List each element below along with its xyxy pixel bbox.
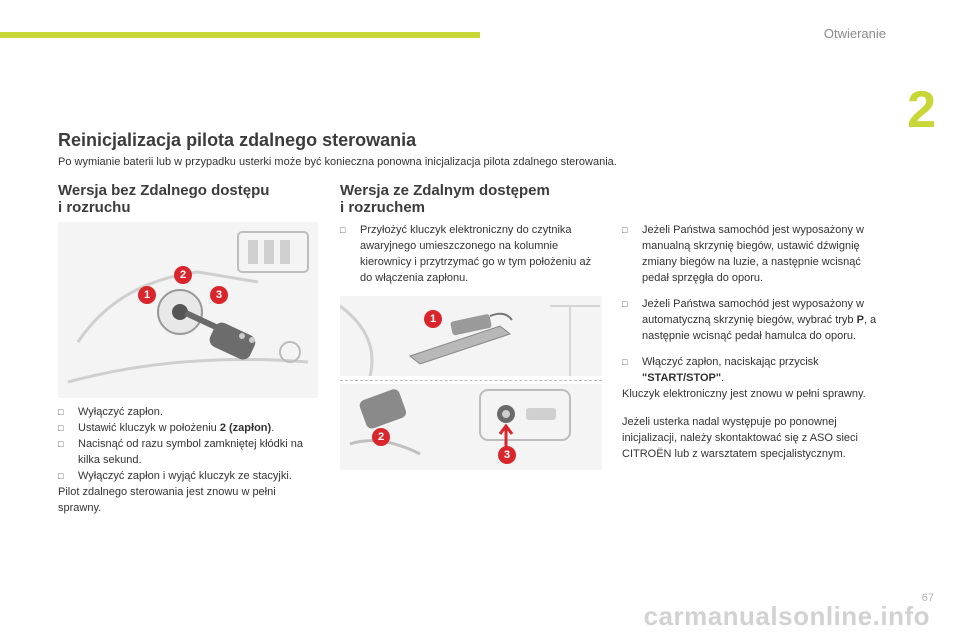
middle-step-1: □ Przyłożyć kluczyk elektroniczny do czytnika awaryjnego umieszczonego na kolumnie kierownicy i przytrzymać go w tym położeniu aż do włączenia zapłonu. <box>340 224 592 284</box>
checkbox-bullet-icon: □ <box>58 423 64 433</box>
checkbox-bullet-icon: □ <box>58 439 64 449</box>
middle-heading: Wersja ze Zdalnym dostępem i rozruchem <box>340 182 550 216</box>
checkbox-bullet-icon: □ <box>58 407 64 417</box>
checkbox-bullet-icon: □ <box>622 225 628 235</box>
left-step-3: □ Nacisnąć od razu symbol zamkniętej kłódki na kilka sekund. <box>58 438 303 466</box>
left-steps <box>58 404 320 516</box>
figure-steering-column-reader <box>340 296 602 376</box>
left-step-4: □ Wyłączyć zapłon i wyjąć kluczyk ze stacyjki. <box>58 470 292 482</box>
badge-2-mid: 2 <box>372 428 390 446</box>
right-step-auto: □ Jeżeli Państwa samochód jest wyposażony w automatyczną skrzynię biegów, wybrać tryb P, a następnie wcisnąć pedał hamulca do oporu. <box>622 298 877 342</box>
right-step-manual: □ Jeżeli Państwa samochód jest wyposażony w manualną skrzynię biegów, ustawić dźwignię zmiany biegów na luzie, a następnie wcisnąć pedał sprzęgła do oporu. <box>622 224 864 284</box>
right-note: Jeżeli usterka nadal występuje po ponownej inicjalizacji, należy skontaktować się z ASO sieci CITROËN lub z warsztatem specjalistycznym. <box>622 416 858 460</box>
checkbox-bullet-icon: □ <box>622 357 628 367</box>
left-conclusion: Pilot zdalnego sterowania jest znowu w pełni sprawny. <box>58 486 276 514</box>
middle-steps <box>340 222 602 286</box>
badge-3: 3 <box>210 286 228 304</box>
checkbox-bullet-icon: □ <box>622 299 628 309</box>
figure-ignition-key <box>58 222 318 398</box>
checkbox-bullet-icon: □ <box>340 225 346 235</box>
chapter-number: 2 <box>907 81 936 139</box>
figure-start-stop <box>340 384 602 470</box>
header-accent-bar <box>0 32 480 38</box>
section-label: Otwieranie <box>823 26 886 41</box>
left-heading: Wersja bez Zdalnego dostępu i rozruchu <box>58 182 270 216</box>
badge-1: 1 <box>138 286 156 304</box>
right-result: Kluczyk elektroniczny jest znowu w pełni sprawny. <box>622 388 866 400</box>
checkbox-bullet-icon: □ <box>58 471 64 481</box>
right-steps <box>622 222 888 462</box>
left-step-2: □ Ustawić kluczyk w położeniu 2 (zapłon). <box>58 422 275 434</box>
badge-1-mid: 1 <box>424 310 442 328</box>
page-number: 67 <box>921 592 934 604</box>
badge-3-mid: 3 <box>498 446 516 464</box>
right-step-start: □ Włączyć zapłon, naciskając przycisk "START/STOP". <box>622 356 819 384</box>
figure-divider <box>340 380 602 381</box>
intro-text: Po wymianie baterii lub w przypadku usterki może być konieczna ponowna inicjalizacja pilota zdalnego sterowania. <box>58 156 617 168</box>
page-title: Reinicjalizacja pilota zdalnego sterowania <box>58 130 417 150</box>
badge-2: 2 <box>174 266 192 284</box>
left-step-1: □ Wyłączyć zapłon. <box>58 406 163 418</box>
watermark: carmanualsonline.info <box>643 601 930 631</box>
